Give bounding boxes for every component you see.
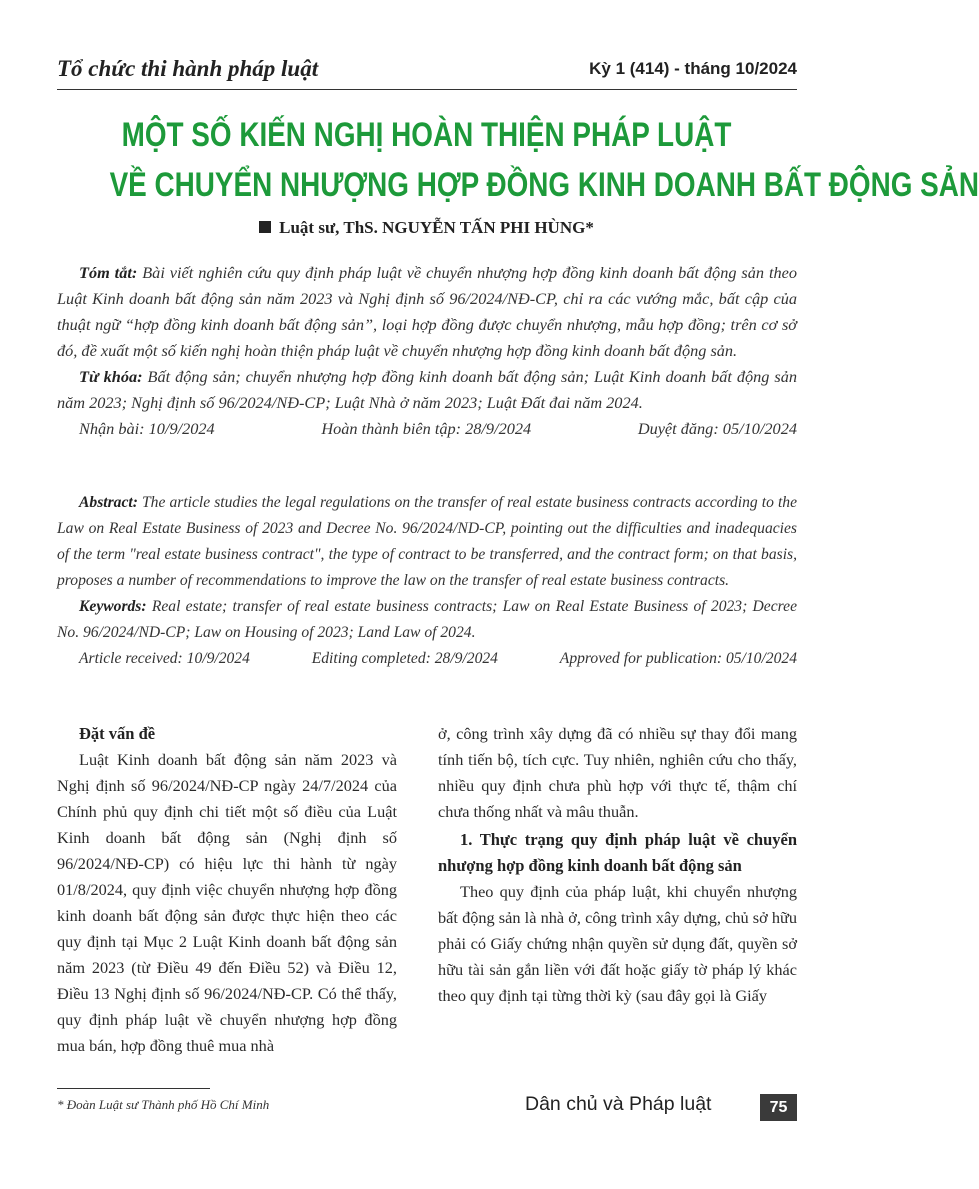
section-1-heading: 1. Thực trạng quy định pháp luật về chuyển nhượng hợp đồng kinh doanh bất động sản [438, 830, 797, 875]
keywords-vi: Từ khóa: Bất động sản; chuyển nhượng hợp đồng kinh doanh bất động sản; Luật Kinh doanh bất động sản năm 2023; Nghị định số 96/2024/NĐ-CP; Luật Nhà ở năm 2023; Luật Đất đai năm 2024. [57, 367, 797, 412]
author-name: Luật sư, ThS. NGUYỄN TẤN PHI HÙNG* [279, 218, 594, 237]
intro-paragraph-continued: ở, công trình xây dựng đã có nhiều sự thay đổi mang tính tiến bộ, tích cực. Tuy nhiên, nghiên cứu cho thấy, nhiều quy định chưa phù hợp với thực tế, thậm chí chưa thống nhất và mâu thuẫn. [438, 724, 797, 821]
author-byline [0, 218, 853, 238]
running-header [57, 56, 797, 88]
abstract-vietnamese [57, 260, 797, 442]
page-number: 75 [760, 1094, 797, 1121]
keywords-vi-label: Từ khóa: [79, 367, 143, 386]
section-1-paragraph: Theo quy định của pháp luật, khi chuyển nhượng bất động sản là nhà ở, công trình xây dựng, chủ sở hữu phải có Giấy chứng nhận quyền sử dụng đất, quyền sở hữu tài sản gắn liền với đất hoặc giấy tờ pháp lý khác theo quy định tại từng thời kỳ (sau đây gọi là Giấy [438, 882, 797, 1005]
summary-label: Tóm tắt: [79, 263, 138, 282]
approved-date-vi: Duyệt đăng: 05/10/2024 [637, 419, 797, 438]
article-title [109, 110, 979, 210]
edited-date-en: Editing completed: 28/9/2024 [311, 650, 498, 667]
dates-vi [57, 416, 797, 442]
intro-heading: Đặt vấn đề [79, 724, 156, 743]
abstract-en: Abstract: The article studies the legal regulations on the transfer of real estate business contracts according to the Law on Real Estate Business of 2023 and Decree No. 96/2024/ND-CP, pointing out the difficulties and inadequacies of the term "real estate business contract", the type of contract to be transferred, and the contract form; on that basis, proposes a number of recommendations to improve the law on the transfer of real estate business contracts. [57, 494, 797, 589]
section-name: Tổ chức thi hành pháp luật [57, 56, 319, 81]
abstract-english [57, 490, 797, 672]
footnote-divider [57, 1088, 210, 1089]
intro-paragraph: Luật Kinh doanh bất động sản năm 2023 và Nghị định số 96/2024/NĐ-CP ngày 24/7/2024 của Chính phủ quy định chi tiết một số điều của Luật Kinh doanh bất động sản (Nghị định số 96/2024/NĐ-CP) có hiệu lực thi hành từ ngày 01/8/2024, quy định việc chuyển nhượng hợp đồng kinh doanh bất động sản được thực hiện theo các quy định tại Mục 2 Luật Kinh doanh bất động sản năm 2023 (từ Điều 49 đến Điều 52) và Điều 12, Điều 13 Nghị định số 96/2024/NĐ-CP. Có thể thấy, quy định pháp luật về chuyển nhượng hợp đồng mua bán, hợp đồng thuê mua nhà [57, 750, 397, 1055]
keywords-en-label: Keywords: [79, 598, 147, 615]
issue-number: Kỳ 1 (414) - tháng 10/2024 [589, 59, 797, 78]
edited-date-vi: Hoàn thành biên tập: 28/9/2024 [321, 419, 532, 438]
received-date-en: Article received: 10/9/2024 [79, 650, 250, 667]
author-footnote: * Đoàn Luật sư Thành phố Hồ Chí Minh [57, 1097, 270, 1112]
journal-name: Dân chủ và Pháp luật [525, 1093, 712, 1115]
header-divider [57, 89, 797, 90]
abstract-en-label: Abstract: [79, 494, 138, 511]
title-line-2: VỀ CHUYỂN NHƯỢNG HỢP ĐỒNG KINH DOANH BẤT ĐỘNG SẢN [109, 166, 979, 204]
body-column-right [438, 721, 797, 1009]
keywords-en: Keywords: Real estate; transfer of real estate business contracts; Law on Real Estate Business of 2023; Decree No. 96/2024/ND-CP; Law on Housing of 2023; Land Law of 2024. [57, 598, 797, 641]
title-line-1: MỘT SỐ KIẾN NGHỊ HOÀN THIỆN PHÁP LUẬT [121, 116, 732, 154]
approved-date-en: Approved for publication: 05/10/2024 [559, 650, 797, 667]
received-date-vi: Nhận bài: 10/9/2024 [79, 419, 215, 438]
summary: Tóm tắt: Bài viết nghiên cứu quy định pháp luật về chuyển nhượng hợp đồng kinh doanh bất động sản theo Luật Kinh doanh bất động sản năm 2023 và Nghị định số 96/2024/NĐ-CP, chỉ ra các vướng mắc, bất cập của thuật ngữ “hợp đồng kinh doanh bất động sản”, loại hợp đồng được chuyển nhượng, mẫu hợp đồng; trên cơ sở đó, đề xuất một số kiến nghị hoàn thiện pháp luật về chuyển nhượng hợp đồng kinh doanh bất động sản. [57, 263, 797, 360]
square-bullet-icon [259, 221, 271, 233]
dates-en [57, 646, 797, 672]
body-column-left [57, 721, 397, 1059]
